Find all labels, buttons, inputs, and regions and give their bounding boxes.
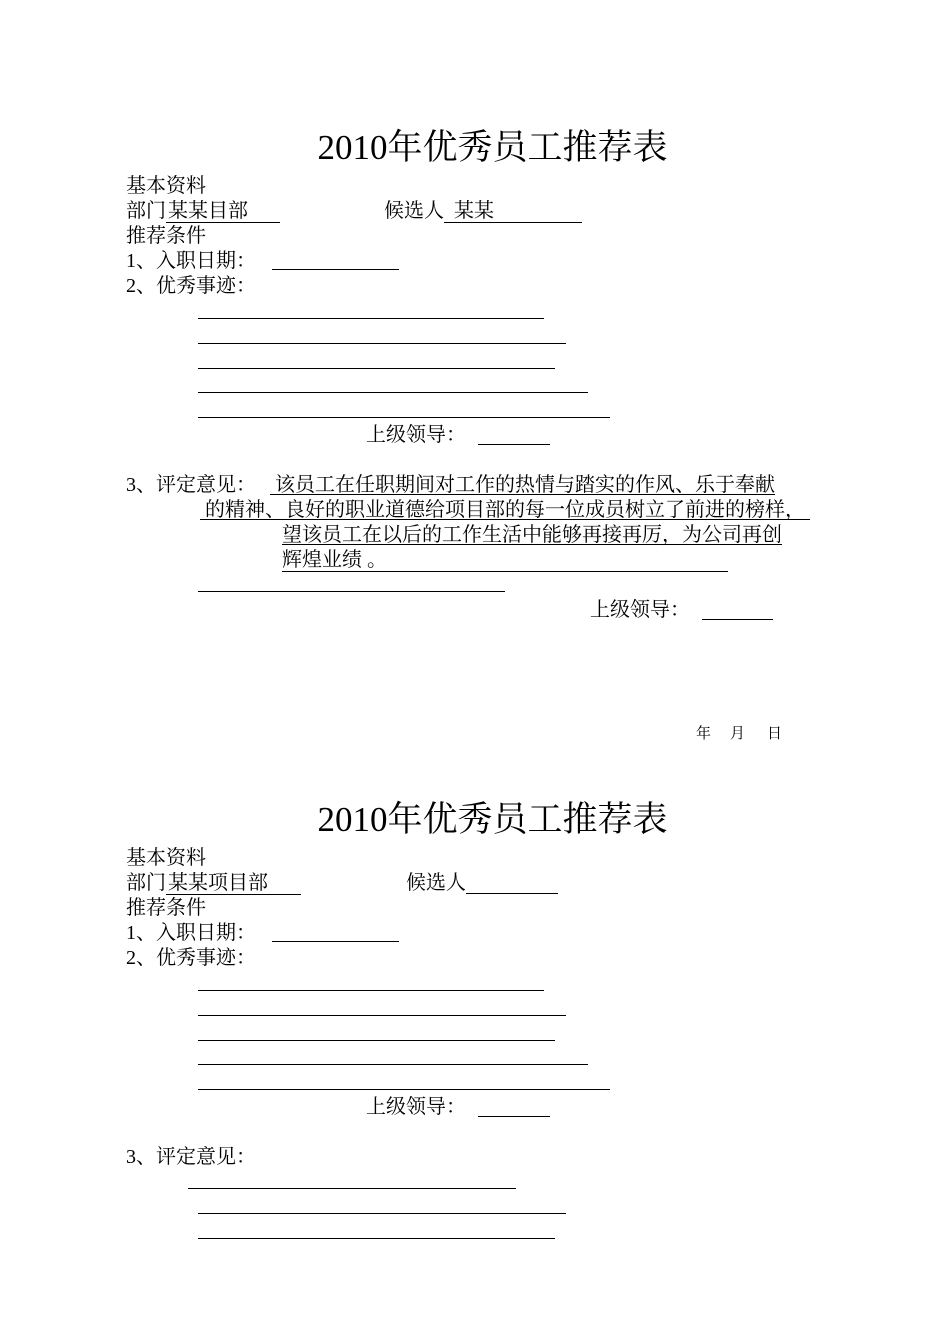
deeds-line[interactable] bbox=[198, 1015, 566, 1016]
candidate-row bbox=[384, 199, 582, 223]
department-row bbox=[126, 199, 280, 223]
department-row bbox=[126, 871, 301, 895]
supervisor-label: 上级领导： bbox=[366, 424, 466, 446]
form-title: 2010年优秀员工推荐表 bbox=[317, 128, 668, 167]
deeds-line[interactable] bbox=[198, 343, 566, 344]
section-criteria: 推荐条件 bbox=[126, 897, 206, 919]
supervisor-label-2: 上级领导： bbox=[590, 599, 690, 621]
hire-date-label: 1、入职日期： bbox=[126, 922, 256, 944]
deeds-line[interactable] bbox=[198, 990, 544, 991]
department-field[interactable]: 某某项目部 bbox=[166, 872, 301, 895]
candidate-label: 候选人 bbox=[406, 872, 466, 894]
hire-date-field[interactable] bbox=[272, 269, 399, 270]
department-field[interactable]: 某某目部 bbox=[166, 200, 280, 223]
supervisor-field[interactable] bbox=[478, 444, 550, 445]
date-day: 日 bbox=[767, 726, 783, 742]
evaluation-label: 3、评定意见： bbox=[126, 474, 256, 496]
section-criteria: 推荐条件 bbox=[126, 225, 206, 247]
deeds-line[interactable] bbox=[198, 318, 544, 319]
deeds-label: 2、优秀事迹： bbox=[126, 275, 256, 297]
hire-date-field[interactable] bbox=[272, 941, 399, 942]
candidate-field[interactable]: 某某 bbox=[444, 200, 582, 223]
evaluation-text-line: 望该员工在以后的工作生活中能够再接再厉，为公司再创 bbox=[282, 524, 782, 546]
candidate-row bbox=[406, 871, 558, 895]
deeds-line[interactable] bbox=[198, 368, 555, 369]
supervisor-label: 上级领导： bbox=[366, 1096, 466, 1118]
department-label: 部门 bbox=[126, 872, 166, 894]
section-basic-info: 基本资料 bbox=[126, 847, 206, 869]
candidate-field[interactable] bbox=[466, 871, 558, 894]
deeds-line[interactable] bbox=[198, 1089, 610, 1090]
evaluation-text-line: 辉煌业绩 。 bbox=[282, 548, 728, 572]
evaluation-line[interactable] bbox=[188, 1188, 516, 1189]
evaluation-label: 3、评定意见： bbox=[126, 1146, 256, 1168]
evaluation-line[interactable] bbox=[198, 1238, 555, 1239]
date-year: 年 bbox=[696, 726, 712, 742]
deeds-line[interactable] bbox=[198, 417, 610, 418]
deeds-line[interactable] bbox=[198, 1064, 588, 1065]
deeds-label: 2、优秀事迹： bbox=[126, 947, 256, 969]
deeds-line[interactable] bbox=[198, 392, 588, 393]
deeds-line[interactable] bbox=[198, 1040, 555, 1041]
candidate-label: 候选人 bbox=[384, 200, 444, 222]
supervisor-field[interactable] bbox=[478, 1116, 550, 1117]
evaluation-line[interactable] bbox=[198, 591, 505, 592]
date-month: 月 bbox=[730, 726, 746, 742]
evaluation-text-line: 该员工在任职期间对工作的热情与踏实的作风、乐于奉献 bbox=[275, 474, 775, 496]
evaluation-text-line: 的精神、良好的职业道德给项目部的每一位成员树立了前进的榜样， bbox=[205, 499, 805, 521]
evaluation-line[interactable] bbox=[198, 1213, 566, 1214]
section-basic-info: 基本资料 bbox=[126, 175, 206, 197]
supervisor-field-2[interactable] bbox=[702, 619, 773, 620]
department-label: 部门 bbox=[126, 200, 166, 222]
form-title: 2010年优秀员工推荐表 bbox=[317, 800, 668, 839]
hire-date-label: 1、入职日期： bbox=[126, 250, 256, 272]
